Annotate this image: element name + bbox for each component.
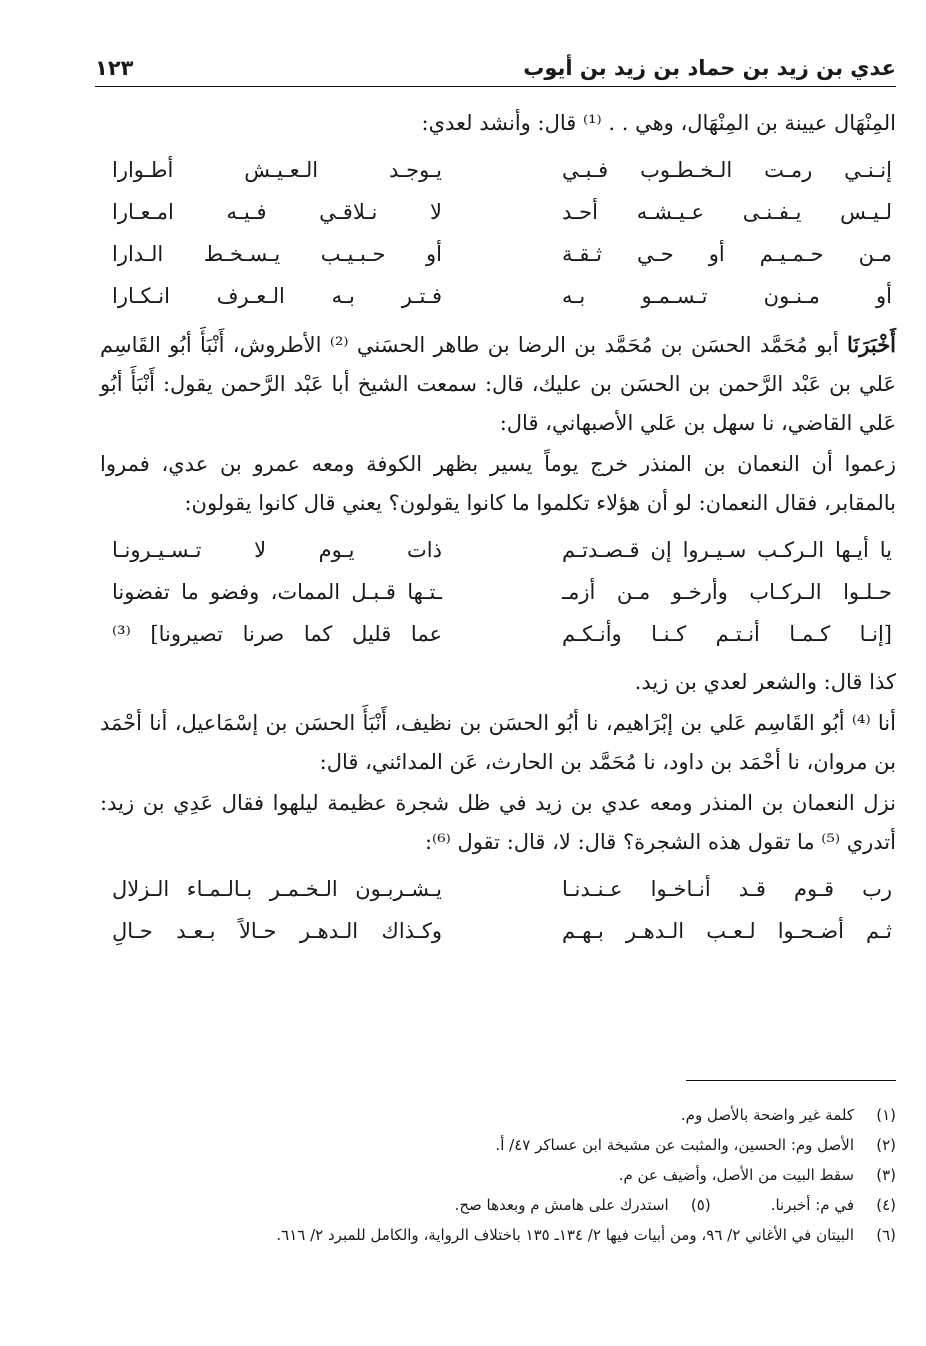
footnote-number: (٥) xyxy=(690,1196,711,1214)
footnote xyxy=(100,1160,896,1190)
footnote-text: استدرك على هامش م وبعدها صح. xyxy=(454,1196,669,1214)
paragraph-4: كذا قال: والشعر لعدي بن زيد. xyxy=(634,670,896,694)
main-text xyxy=(100,104,896,960)
footnote xyxy=(455,1190,711,1220)
verse-line xyxy=(100,529,896,571)
poem-2 xyxy=(100,529,896,655)
verse-second-hemistich: أو حـبـيـب يـسـخـط الـدارا xyxy=(112,241,442,266)
verse-line xyxy=(100,571,896,613)
verse-second-hemistich: فـتـر بـه الـعـرف انـكـارا xyxy=(112,283,442,308)
verse-first-hemistich: يا أيـها الـركـب سـيـروا إن قـصـدتـم xyxy=(562,537,892,562)
verse-line xyxy=(100,191,896,233)
paragraph-1: المِنْهَال عيينة بن المِنْهَال، وهي . . ⁽¹⁾ قال: وأنشد لعدي: xyxy=(421,111,896,135)
verse-line xyxy=(100,149,896,191)
paragraph-2-text: أبو مُحَمَّد الحسَن بن مُحَمَّد بن الرضا بن طاهر الحسَني ⁽²⁾ الأطروش، أَنْبَأَ أبُو القَاسِم عَلي بن عَبْد الرَّحمن بن الحسَن بن عليك، قال: سمعت الشيخ أبا عَبْد الرَّحمن يقول: أَنْبَأَ أبُو عَلي القاضي، نا سهل بن عَلي الأصبهاني، قال: xyxy=(100,333,896,435)
paragraph-3: زعموا أن النعمان بن المنذر خرج يوماً يسير بظهر الكوفة ومعه عمرو بن عدي، فمروا بالمقابر، فقال النعمان: لو أن هؤلاء تكلموا ما كانوا يقولون؟ يعني قال كانوا يقولون: xyxy=(100,452,896,515)
footnote-text: سقط البيت من الأصل، وأضيف عن م. xyxy=(618,1166,854,1184)
paragraph-6: نزل النعمان بن المنذر ومعه عدي بن زيد في ظل شجرة عظيمة ليلهوا فقال عَدِي بن زيد: أتدري ⁽⁵⁾ ما تقول هذه الشجرة؟ قال: لا، قال: تقول ⁽⁶⁾: xyxy=(100,791,896,854)
isnad-lead-word: أَخْبَرَنَا xyxy=(847,332,897,357)
verse-second-hemistich: ـتـها قـبـل الممات، وفضو ما تفضونا xyxy=(112,579,442,604)
footnote xyxy=(100,1220,896,1250)
poem-1 xyxy=(100,149,896,317)
verse-line xyxy=(100,613,896,655)
verse-second-hemistich: يـشـربـون الـخـمـر بـالـمـاء الـزلال xyxy=(112,876,442,901)
running-head: عدي بن زيد بن حماد بن زيد بن أيوب xyxy=(523,56,896,80)
verse-second-hemistich: لا نـلاقـي فـيـه امـعـارا xyxy=(112,199,442,224)
footnote-number: (١) xyxy=(876,1106,896,1124)
footnote-text: الأصل وم: الحسين، والمثبت عن مشيخة ابن عساكر ٤٧/ أ. xyxy=(495,1136,854,1154)
poem-3 xyxy=(100,868,896,952)
verse-first-hemistich: ثـم أضـحـوا لـعـب الـدهـر بـهـم xyxy=(562,918,892,943)
page-number: ١٢٣ xyxy=(95,56,134,80)
verse-first-hemistich: رب قـوم قـد أنـاخـوا عـنـدنـا xyxy=(562,876,892,901)
footnote-number: (٢) xyxy=(876,1136,896,1154)
page-header xyxy=(95,50,896,87)
verse-first-hemistich: حـلـوا الـركـاب وأرخـو مـن أزمـ xyxy=(562,579,892,604)
footnote-number: (٤) xyxy=(876,1196,896,1214)
footnote-number: (٣) xyxy=(876,1166,896,1184)
footnote-text: في م: أخبرنا. xyxy=(770,1196,854,1214)
verse-line xyxy=(100,275,896,317)
footnote-row xyxy=(100,1190,896,1220)
verse-second-hemistich: ذات يـوم لا تـسـيـرونـا xyxy=(112,537,442,562)
verse-line xyxy=(100,233,896,275)
verse-second-hemistich: عما قليل كما صرنا تصيرونا] ⁽³⁾ xyxy=(112,621,442,646)
footnote xyxy=(100,1100,896,1130)
verse-first-hemistich: أو مـنـون تـسـمـو بـه xyxy=(562,283,892,308)
paragraph-2 xyxy=(100,325,896,443)
verse-first-hemistich: إنـنـي رمـت الـخـطـوب فـبـي xyxy=(562,157,892,182)
footnote-text: كلمة غير واضحة بالأصل وم. xyxy=(680,1106,854,1124)
footnote xyxy=(771,1190,896,1220)
verse-line xyxy=(100,868,896,910)
verse-first-hemistich: لـيـس يـفـنـى عـيـشـه أحـد xyxy=(562,199,892,224)
footnote-number: (٦) xyxy=(876,1226,896,1244)
footnote-text: البيتان في الأغاني ٢/ ٩٦، ومن أبيات فيها ٢/ ١٣٤ـ ١٣٥ باختلاف الرواية، والكامل للمبرد ٢/ ٦١٦. xyxy=(276,1226,854,1244)
paragraph-5: أنا ⁽⁴⁾ أبُو القَاسِم عَلي بن إبْرَاهيم، نا أبُو الحسَن بن نظيف، أَنْبَأَ الحسَن بن إسْمَاعيل، أنا أحْمَد بن مروان، نا أحْمَد بن داود، نا مُحَمَّد بن الحارث، عَن المدائني، قال: xyxy=(100,711,896,774)
verse-second-hemistich: يـوجـد الـعـيـش أطـوارا xyxy=(112,157,442,182)
footnotes xyxy=(100,1100,896,1250)
verse-line xyxy=(100,910,896,952)
verse-first-hemistich: مـن حـمـيـم أو حـي ثـقـة xyxy=(562,241,892,266)
footnote-separator xyxy=(686,1080,896,1081)
verse-second-hemistich: وكـذاك الـدهـر حـالاً بـعـد حـالِ xyxy=(112,918,442,943)
verse-first-hemistich: [إنـا كـمـا أنـتـم كـنـا وأنـكـم xyxy=(562,621,892,646)
footnote xyxy=(100,1130,896,1160)
